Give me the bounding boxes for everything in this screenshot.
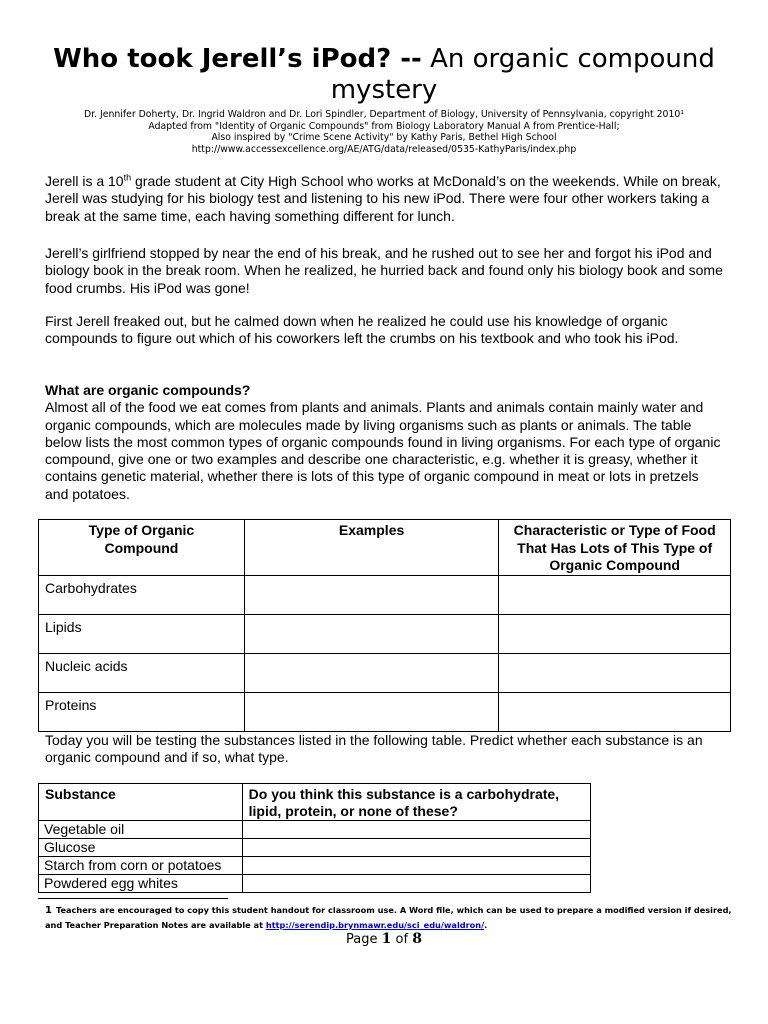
substance-label: Starch from corn or potatoes	[39, 857, 243, 875]
credits	[0, 109, 768, 155]
page-number: Page 1 of 8	[346, 931, 422, 947]
prediction-cell[interactable]	[242, 839, 590, 857]
row-label: Lipids	[39, 614, 245, 653]
current-page: 1	[381, 931, 392, 947]
row-label: Proteins	[39, 692, 245, 731]
organic-compounds-table	[38, 519, 731, 732]
examples-cell[interactable]	[244, 575, 498, 614]
table-row	[39, 821, 591, 839]
credit-url: http://www.accessexcellence.org/AE/ATG/data/released/0535-KathyParis/index.php	[191, 143, 577, 155]
characteristic-cell[interactable]	[499, 614, 731, 653]
credit-adapted: Adapted from "Identity of Organic Compounds" from Biology Laboratory Manual A from Prentice-Hall;	[148, 120, 620, 132]
prediction-cell[interactable]	[242, 821, 590, 839]
table-row	[39, 653, 731, 692]
footnote: 1 Teachers are encouraged to copy this student handout for classroom use. A Word file, which can be used to prepare a modified version if desired, and Teacher Preparation Notes are available at http://serendip.brynmawr.edu/sci_edu/waldron/.	[45, 905, 732, 930]
row-label: Nucleic acids	[39, 653, 245, 692]
section-heading: What are organic compounds?	[45, 382, 251, 398]
prediction-cell[interactable]	[242, 875, 590, 893]
substance-label: Glucose	[39, 839, 243, 857]
table-header-row	[39, 784, 591, 821]
examples-cell[interactable]	[244, 653, 498, 692]
header-characteristic: Characteristic or Type of Food That Has Lots of This Type of Organic Compound	[499, 520, 731, 576]
organic-compounds-section	[45, 382, 725, 503]
header-type: Type of Organic Compound	[39, 520, 245, 576]
story-paragraph-1: Jerell is a 10th grade student at City High School who works at McDonald’s on the weekends. While on break, Jerell was studying for his biology test and listening to his new iPod. There were four other workers taking a break at the same time, each having something different for lunch.	[45, 172, 721, 224]
footnote-link[interactable]: http://serendip.brynmawr.edu/sci_edu/waldron/	[265, 920, 485, 930]
characteristic-cell[interactable]	[499, 575, 731, 614]
examples-cell[interactable]	[244, 692, 498, 731]
total-pages: 8	[412, 931, 422, 947]
examples-cell[interactable]	[244, 614, 498, 653]
header-examples: Examples	[244, 520, 498, 576]
footnote-divider	[38, 898, 228, 899]
table-row	[39, 692, 731, 731]
footnote-mark: 1	[45, 905, 52, 916]
table-row	[39, 857, 591, 875]
table-row	[39, 875, 591, 893]
substance-prediction-table	[38, 783, 591, 893]
testing-intro: Today you will be testing the substances listed in the following table. Predict whether each substance is an organic compound and if so, what type.	[45, 732, 703, 766]
row-label: Carbohydrates	[39, 575, 245, 614]
title-rest: An organic compound mystery	[330, 44, 715, 105]
story-paragraph-3: First Jerell freaked out, but he calmed down when he realized he could use his knowledge of organic compounds to figure out which of his coworkers left the crumbs on his textbook and who took his iPod.	[45, 313, 679, 347]
credit-inspired: Also inspired by "Crime Scene Activity" by Kathy Paris, Bethel High School	[211, 132, 557, 143]
substance-label: Powdered egg whites	[39, 875, 243, 893]
table-header-row	[39, 520, 731, 576]
footnote-text: Teachers are encouraged to copy this student handout for classroom use. A Word file, which can be used to prepare a modified version if desired, and Teacher Preparation Notes are available at	[45, 905, 732, 930]
credit-authors: Dr. Jennifer Doherty, Dr. Ingrid Waldron and Dr. Lori Spindler, Department of Biology, University of Pennsylvania, copyright 2010¹	[83, 109, 684, 120]
table-row	[39, 614, 731, 653]
header-substance: Substance	[39, 784, 243, 821]
section-body: Almost all of the food we eat comes from plants and animals. Plants and animals contain mainly water and organic compounds, which are molecules made by living organisms such as plants or animals. The table below lists the most common types of organic compounds found in living organisms. For each type of organic compound, give one or two examples and describe one characteristic, e.g. whether it is greasy, whether it contains genetic material, whether there is lots of this type of organic compound in meat or lots in pretzels and potatoes.	[45, 399, 721, 502]
title-bold: Who took Jerell’s iPod? --	[53, 44, 422, 74]
table-row	[39, 575, 731, 614]
prediction-cell[interactable]	[242, 857, 590, 875]
characteristic-cell[interactable]	[499, 692, 731, 731]
characteristic-cell[interactable]	[499, 653, 731, 692]
story-paragraph-2: Jerell’s girlfriend stopped by near the end of his break, and he rushed out to see her and forgot his iPod and biology book in the break room. When he realized, he hurried back and found only his biology book and some food crumbs. His iPod was gone!	[45, 245, 723, 296]
header-prediction: Do you think this substance is a carbohydrate, lipid, protein, or none of these?	[242, 784, 590, 821]
table-row	[39, 839, 591, 857]
substance-label: Vegetable oil	[39, 821, 243, 839]
page-title	[0, 44, 768, 106]
